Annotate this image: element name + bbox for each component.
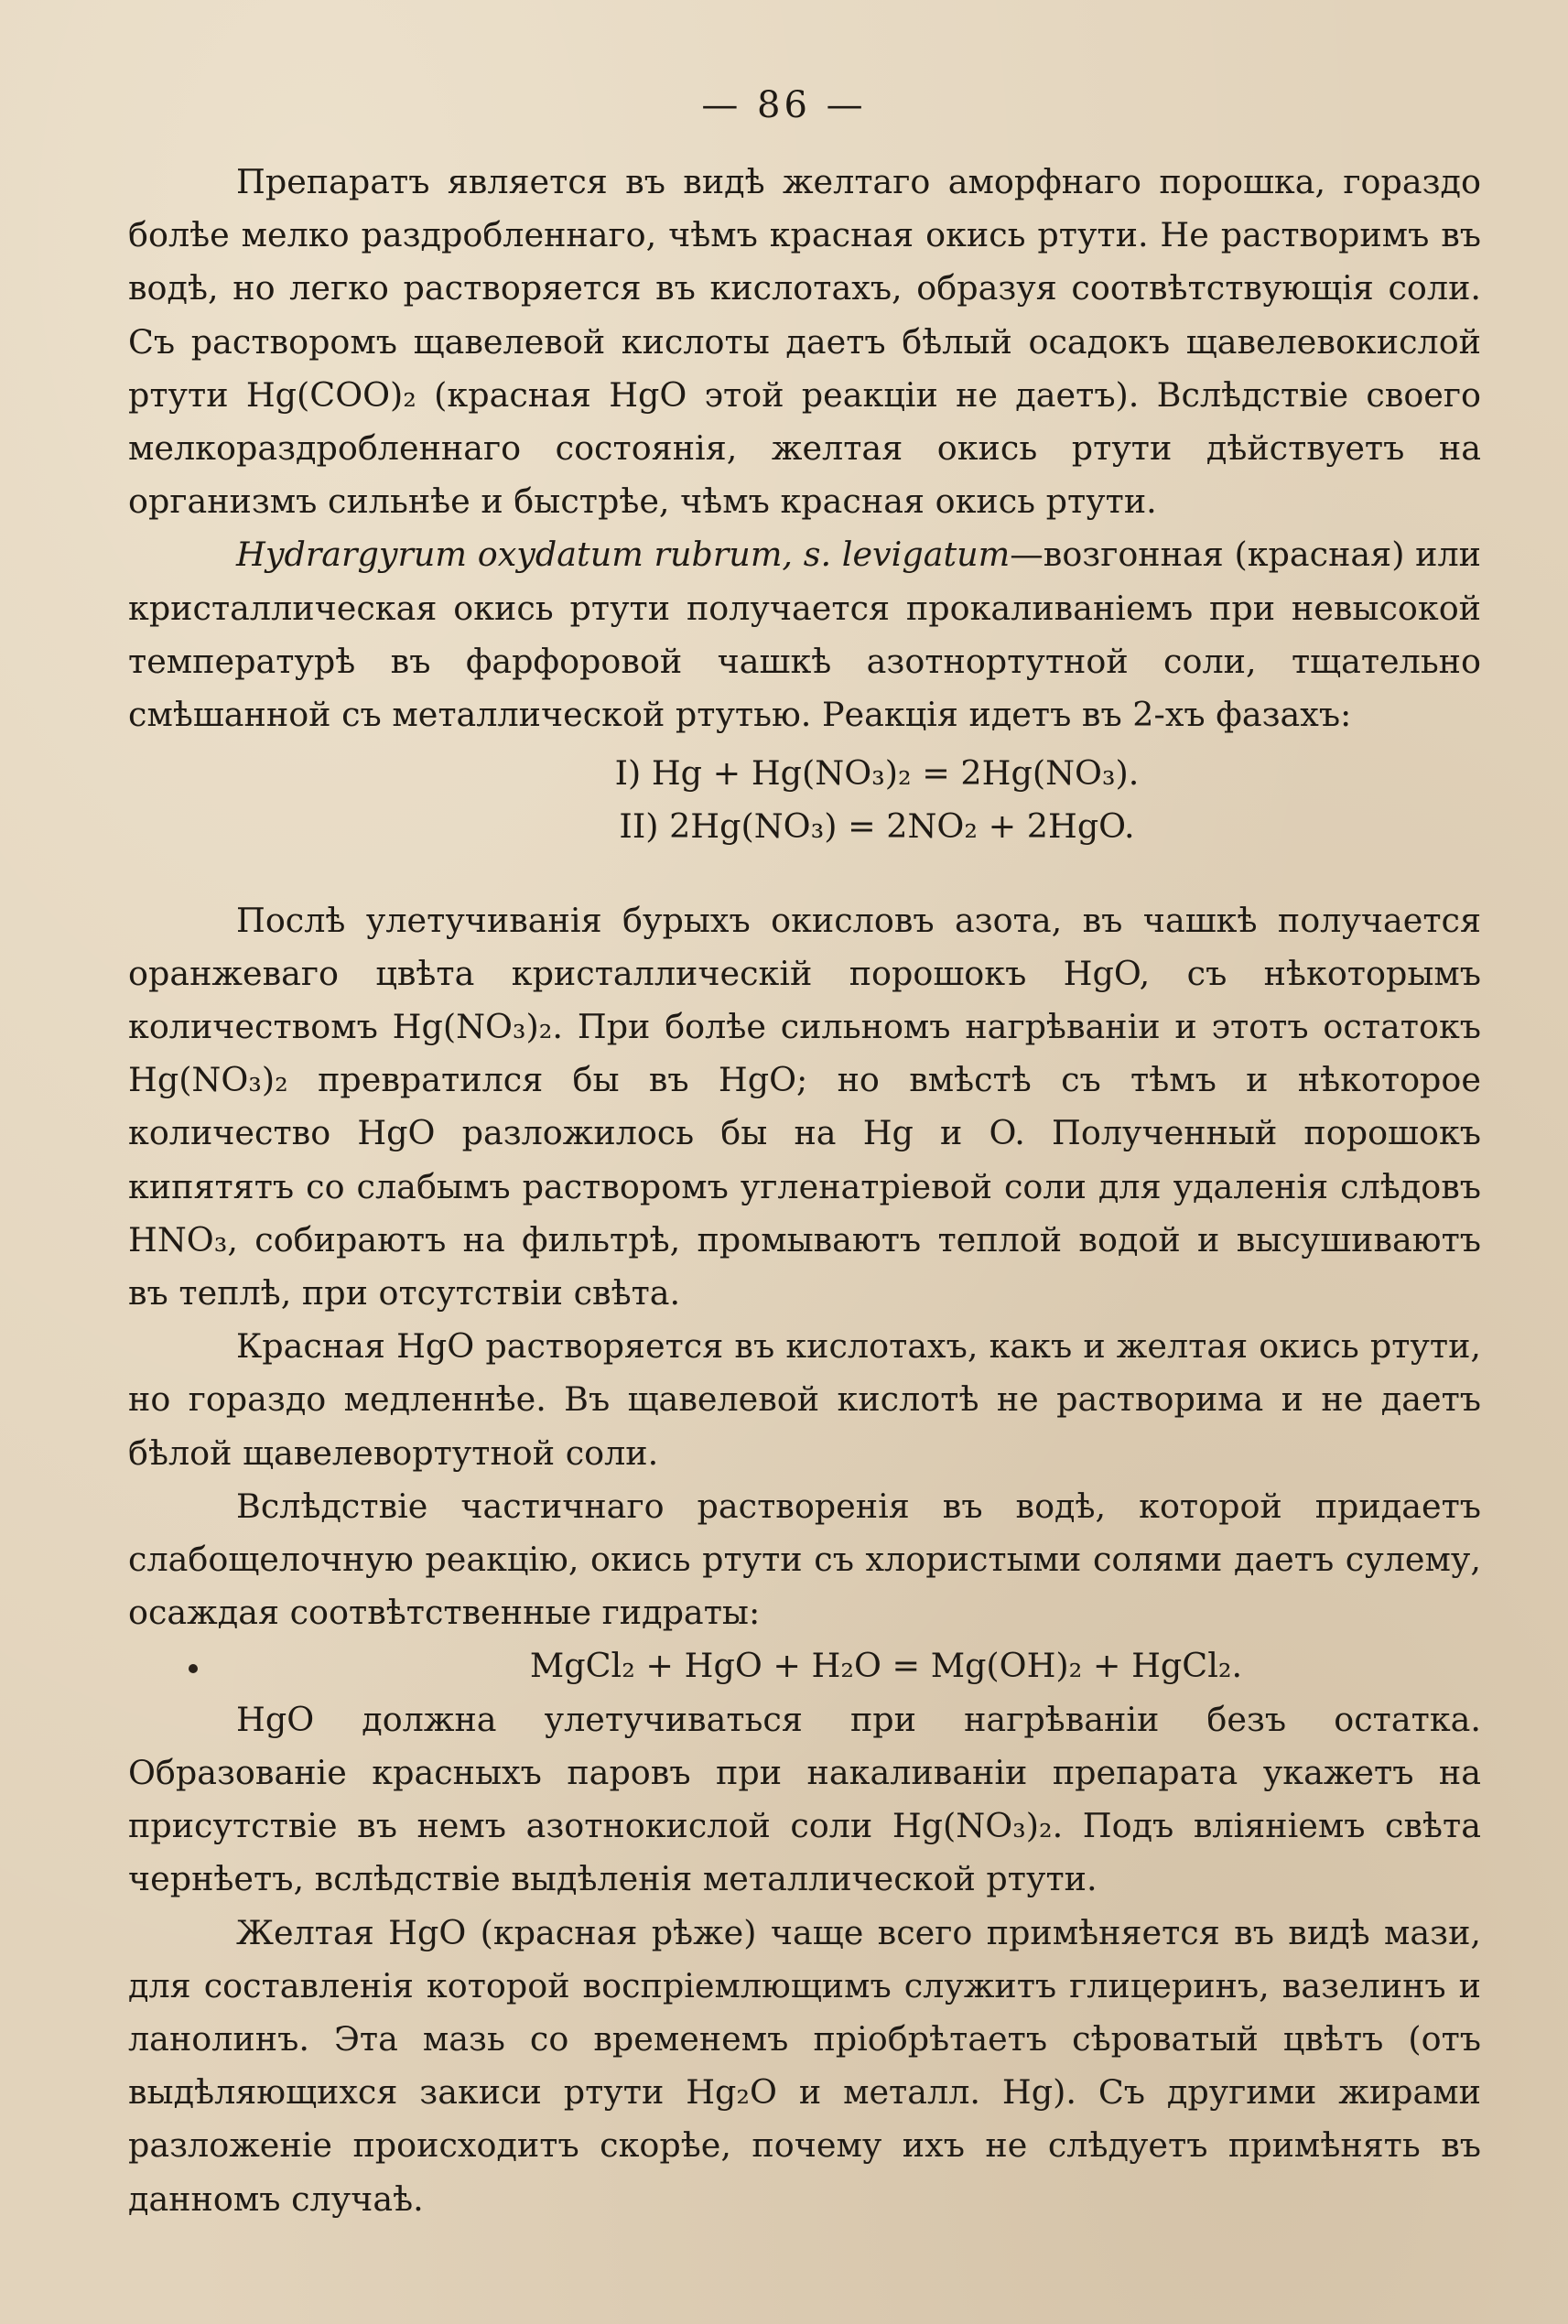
reaction-phases xyxy=(128,747,1481,853)
formula-phase-1: I) Hg + Hg(NO₃)₂ = 2Hg(NO₃). xyxy=(614,753,1140,794)
paragraph-volatility: HgO должна улетучиваться при нагрѣваніи безъ остатка. Образованіе красныхъ паровъ при накаливаніи препарата укажетъ на присутствіе въ немъ азотнокислой соли Hg(NO₃)₂. Подъ вліяніемъ свѣта чернѣетъ, вслѣдствіе выдѣленія металлической ртути. xyxy=(128,1699,1481,1899)
formula-phase-2: II) 2Hg(NO₃) = 2NO₂ + 2HgO. xyxy=(619,806,1135,847)
ink-spot xyxy=(189,1664,198,1673)
paragraph-red-hgo-solubility: Красная HgO растворяется въ кислотахъ, какъ и желтая окись ртути, но гораздо медленнѣе. Въ щавелевой кислотѣ не растворима и не даетъ бѣлой щавелевортутной соли. xyxy=(128,1326,1481,1473)
paragraph-ointment: Желтая HgO (красная рѣже) чаще всего примѣняется въ видѣ мази, для составленія которой воспріемлющимъ служитъ глицеринъ, вазелинъ и ланолинъ. Эта мазь со временемъ пріобрѣтаетъ сѣроватый цвѣтъ (отъ выдѣляющихся закиси ртути Hg₂O и металл. Hg). Съ другими жирами разложеніе происходитъ скорѣе, почему ихъ не слѣдуетъ примѣнять въ данномъ случаѣ. xyxy=(128,1912,1481,2219)
formula-mgcl2: MgCl₂ + HgO + H₂O = Mg(OH)₂ + HgCl₂. xyxy=(529,1646,1243,1686)
page-body xyxy=(128,156,1481,2226)
page-number: — 86 — xyxy=(701,84,867,126)
paragraph-partial-dissolution: Вслѣдствіе частичнаго растворенія въ водѣ, которой придаетъ слабощелочную реакцію, окись ртути съ хлористыми солями даетъ сулему, осаждая соотвѣтственные гидраты: xyxy=(128,1486,1481,1633)
paragraph-after-reaction: Послѣ улетучиванія бурыхъ окисловъ азота, въ чашкѣ получается оранжеваго цвѣта кристаллическій порошокъ HgO, съ нѣкоторымъ количествомъ Hg(NO₃)₂. При болѣе сильномъ нагрѣваніи и этотъ остатокъ Hg(NO₃)₂ превратился бы въ HgO; но вмѣстѣ съ тѣмъ и нѣкоторое количество HgO разложилось бы на Hg и O. Полученный порошокъ кипятятъ со слабымъ растворомъ угленатріевой соли для удаленія слѣдовъ HNO₃, собираютъ на фильтрѣ, промываютъ теплой водой и высушиваютъ въ теплѣ, при отсутствіи свѣта. xyxy=(128,900,1481,1313)
paragraph-red-oxide xyxy=(128,528,1481,741)
paragraph-yellow-oxide: Препаратъ является въ видѣ желтаго аморфнаго порошка, гораздо болѣе мелко раздробленнаго, чѣмъ красная окись ртути. Не растворимъ въ водѣ, но легко растворяется въ кислотахъ, образуя соотвѣтствующія соли. Съ растворомъ щавелевой кислоты даетъ бѣлый осадокъ щавелевокислой ртути Hg(COO)₂ (красная HgO этой реакціи не даетъ). Вслѣдствіе своего мелкораздробленнаго состоянія, желтая окись ртути дѣйствуетъ на организмъ сильнѣе и быстрѣе, чѣмъ красная окись ртути. xyxy=(128,162,1481,522)
paragraph-red-oxide-text: —возгонная (красная) или кристаллическая окись ртути получается прокаливаніемъ при невысокой температурѣ въ фарфоровой чашкѣ азотнортутной соли, тщательно смѣшанной съ металлической ртутью. Реакція идетъ въ 2-хъ фазахъ: xyxy=(128,535,1481,735)
latin-name: Hydrargyrum oxydatum rubrum, s. levigatum xyxy=(236,535,1011,575)
